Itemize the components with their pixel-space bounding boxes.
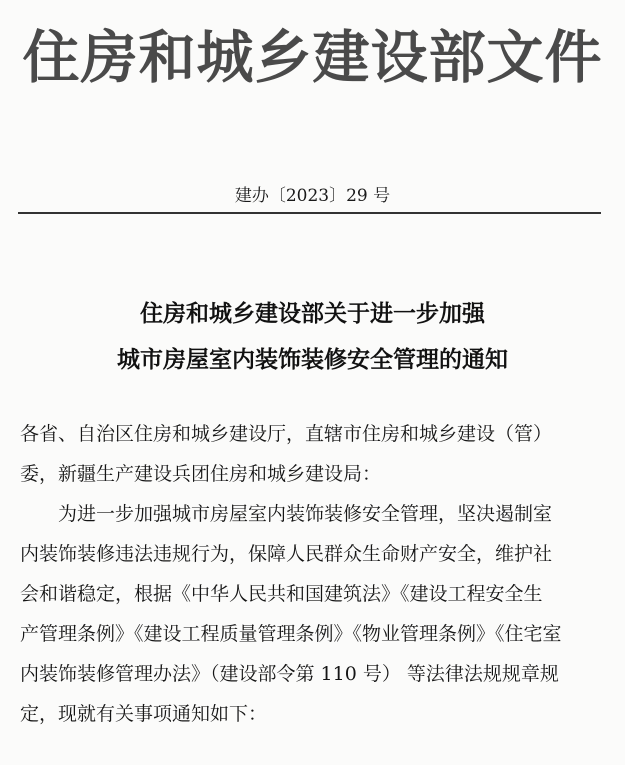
paragraph-line-6: 定，现就有关事项通知如下：	[20, 703, 268, 725]
notice-title-line1: 住房和城乡建设部关于进一步加强	[140, 301, 485, 327]
paragraph-line-4: 产管理条例》《建设工程质量管理条例》《物业管理条例》《住宅室	[20, 623, 562, 645]
paragraph-line-1: 为进一步加强城市房屋室内装饰装修安全管理，坚决遏制室	[58, 503, 553, 525]
document-number: 建办〔2023〕29 号	[234, 186, 391, 206]
paragraph-line-5: 内装饰装修管理办法》（建设部令第 110 号） 等法律法规规章规	[20, 663, 559, 685]
paragraph-line-2: 内装饰装修违法违规行为，保障人民群众生命财产安全，维护社	[20, 543, 553, 565]
addressee-line-2: 委，新疆生产建设兵团住房和城乡建设局：	[20, 463, 382, 485]
notice-title-line2: 城市房屋室内装饰装修安全管理的通知	[117, 347, 508, 373]
addressee-line-1: 各省、自治区住房和城乡建设厅，直辖市住房和城乡建设（管）	[20, 423, 553, 445]
document-masthead: 住房和城乡建设部文件	[22, 24, 603, 91]
paragraph-line-3: 会和谐稳定，根据《中华人民共和国建筑法》《建设工程安全生	[20, 583, 543, 605]
header-divider	[18, 212, 601, 214]
